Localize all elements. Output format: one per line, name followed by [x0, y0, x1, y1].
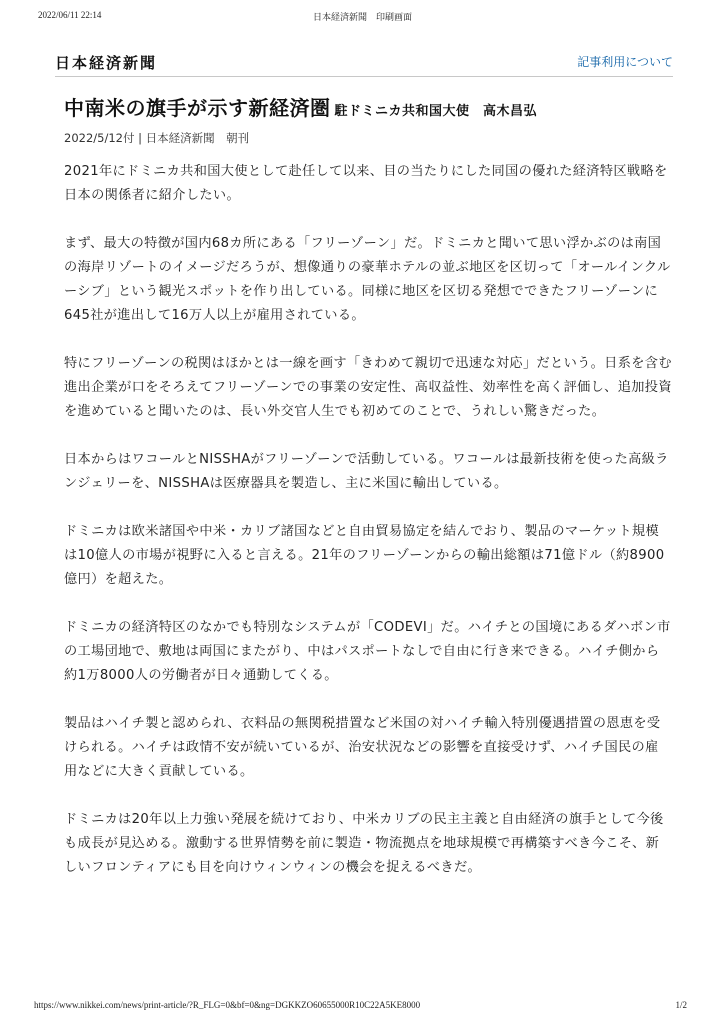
article-meta: 2022/5/12付 | 日本経済新聞 朝刊: [64, 131, 250, 145]
article-body: [64, 160, 672, 904]
brand-bar: [55, 50, 673, 78]
print-url: https://www.nikkei.com/news/print-article/?R_FLG=0&bf=0&ng=DGKKZO60655000R10C22A5KE8000: [34, 1000, 421, 1010]
article-paragraph: 2021年にドミニカ共和国大使として赴任して以来、目の当たりにした同国の優れた経済特区戦略を日本の関係者に紹介したい。: [64, 164, 668, 203]
nikkei-logo: 日本経済新聞: [55, 54, 158, 72]
article-headline: [64, 92, 684, 121]
article-paragraph: 日本からはワコールとNISSHAがフリーゾーンで活動している。ワコールは最新技術を使った高級ランジェリーを、NISSHAは医療器具を製造し、主に米国に輸出している。: [64, 452, 669, 491]
article-paragraph: ドミニカの経済特区のなかでも特別なシステムが「CODEVI」だ。ハイチとの国境にあるダハボン市の工場団地で、敷地は両国にまたがり、中はパスポートなしで自由に行き来できる。ハイチ側から約1万8000人の労働者が日々通勤してくる。: [64, 620, 671, 683]
article-title: 中南米の旗手が示す新経済圏: [64, 96, 331, 120]
article-paragraph: ドミニカは欧米諸国や中米・カリブ諸国などと自由貿易協定を結んでおり、製品のマーケット規模は10億人の市場が視野に入ると言える。21年のフリーゾーンからの輸出総額は71億ドル（約8900億円）を超えた。: [64, 524, 665, 587]
print-datetime: 2022/06/11 22:14: [38, 10, 102, 20]
article-paragraph: まず、最大の特徴が国内68カ所にある「フリーゾーン」だ。ドミニカと聞いて思い浮かぶのは南国の海岸リゾートのイメージだろうが、想像通りの豪華ホテルの並ぶ地区を区切って「オールインクルーシブ」という観光スポットを作り出している。同様に地区を区切る発想でできたフリーゾーンに645社が進出して16万人以上が雇用されている。: [64, 236, 671, 323]
article-paragraph: 製品はハイチ製と認められ、衣料品の無関税措置など米国の対ハイチ輸入特別優遇措置の恩恵を受けられる。ハイチは政情不安が続いているが、治安状況などの影響を直接受けず、ハイチ国民の雇用などに大きく貢献している。: [64, 716, 661, 779]
article-paragraph: ドミニカは20年以上力強い発展を続けており、中米カリブの民主主義と自由経済の旗手として今後も成長が見込める。激動する世界情勢を前に製造・物流拠点を地球規模で再構築すべき今こそ、新しいフロンティアにも目を向けウィンウィンの機会を捉えるべきだ。: [64, 812, 664, 875]
article-paragraph: 特にフリーゾーンの税関はほかとは一線を画す「きわめて親切で迅速な対応」だという。日系を含む進出企業が口をそろえてフリーゾーンでの事業の安定性、高収益性、効率性を高く評価し、追加投資を進めていると聞いたのは、長い外交官人生でも初めてのことで、うれしい驚きだった。: [64, 356, 672, 419]
page-number: 1/2: [675, 1000, 687, 1010]
print-page-title: 日本経済新聞 印刷画面: [312, 12, 412, 22]
article-usage-link[interactable]: 記事利用について: [577, 55, 673, 69]
print-footer: [34, 1000, 687, 1014]
header-divider: [55, 76, 673, 77]
article-byline: 駐ドミニカ共和国大使 高木昌弘: [334, 104, 538, 119]
print-header: [38, 10, 687, 26]
